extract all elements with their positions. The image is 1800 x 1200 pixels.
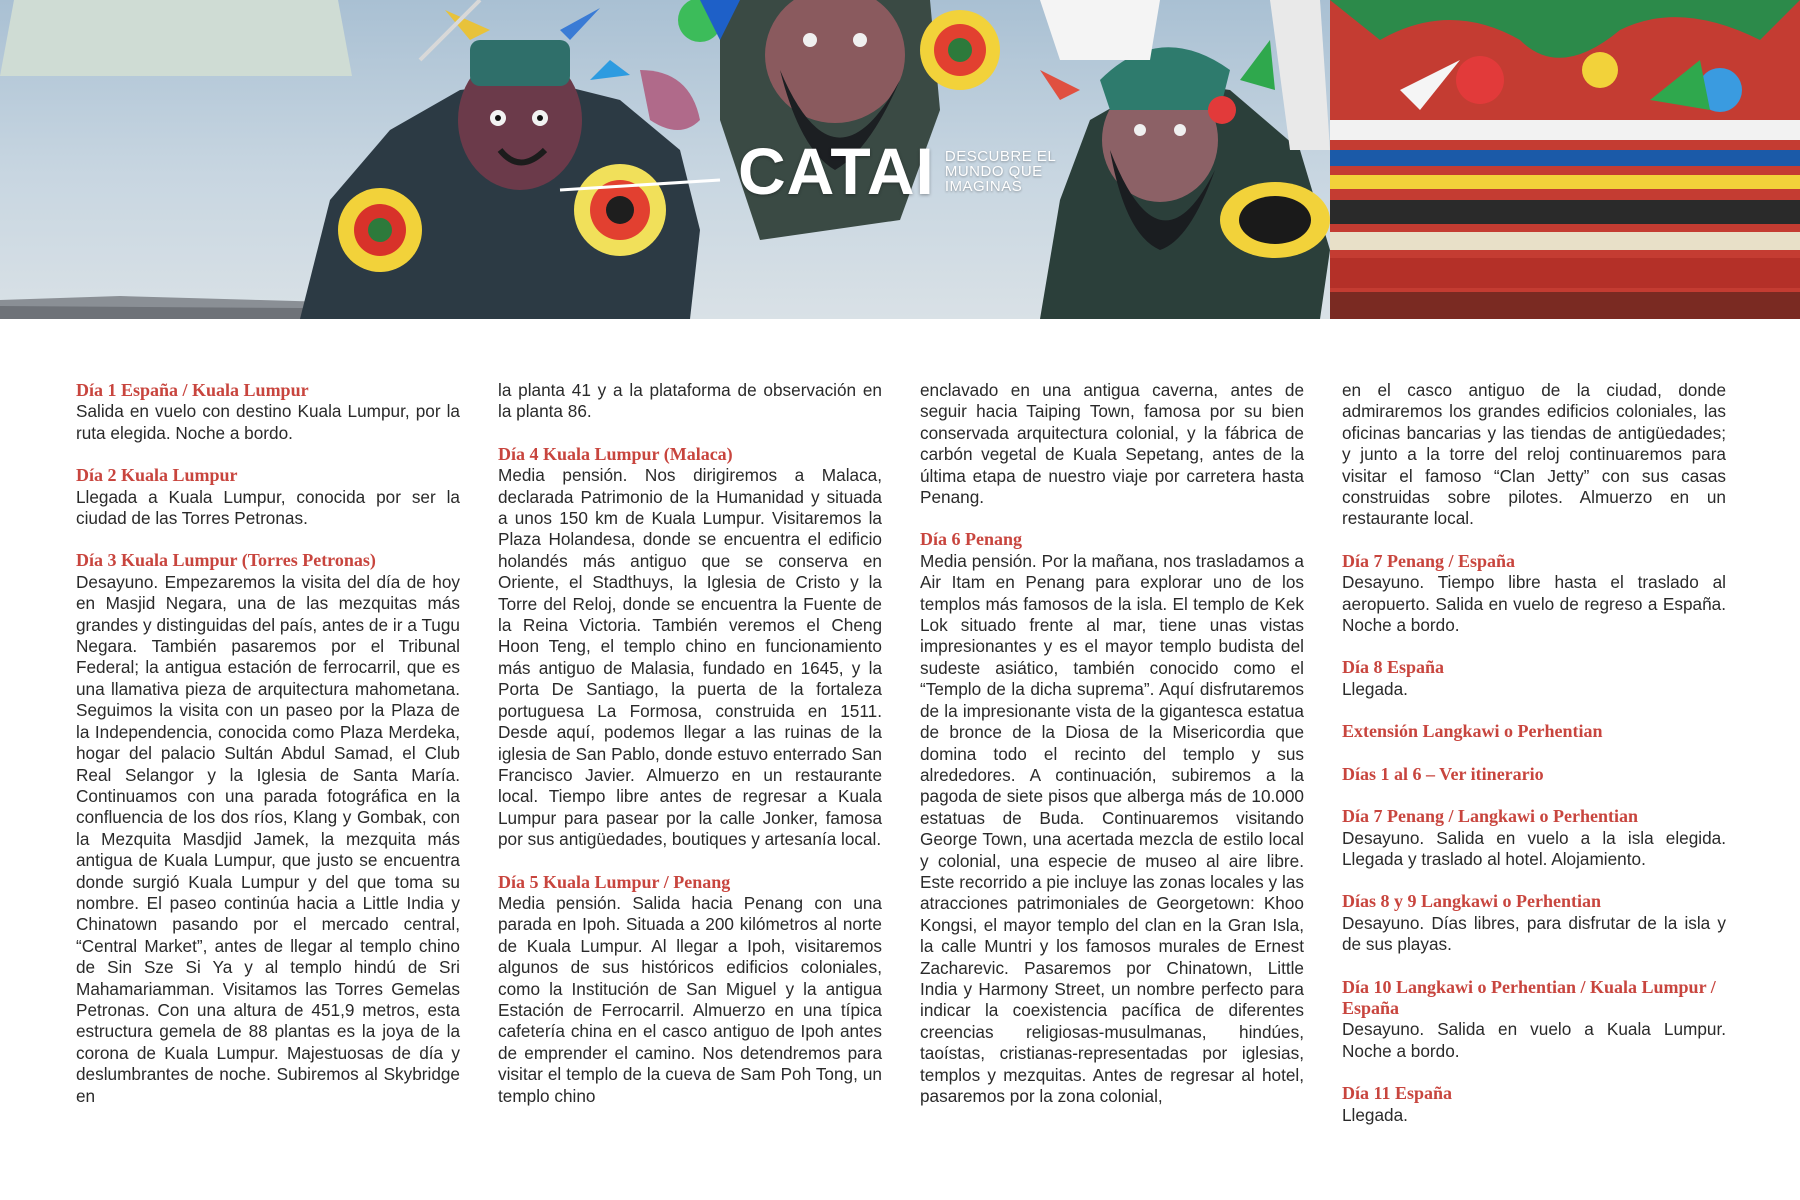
itinerary-day: [1342, 764, 1726, 785]
itinerary-day: [498, 872, 882, 1107]
tagline-line-2: MUNDO QUE: [944, 162, 1043, 180]
column-3: [920, 380, 1304, 1128]
day-text: Llegada.: [1342, 678, 1408, 699]
itinerary-day: [1342, 977, 1726, 1063]
column-2: [498, 380, 882, 1128]
day-text: Desayuno. Salida en vuelo a Kuala Lumpur. Noche a bordo.: [1342, 1019, 1726, 1061]
itinerary-day: [76, 380, 460, 444]
day-text: Salida en vuelo con destino Kuala Lumpur, por la ruta elegida. Noche a bordo.: [76, 401, 460, 443]
itinerary-day: [1342, 1083, 1726, 1126]
roof-ornaments: [1330, 0, 1800, 319]
day-heading: Día 7 Penang / Langkawi o Perhentian: [1342, 806, 1639, 827]
section-heading: Extensión Langkawi o Perhentian: [1342, 721, 1603, 742]
day-heading: Día 5 Kuala Lumpur / Penang: [498, 871, 731, 892]
day-text: Media pensión. Nos dirigiremos a Malaca, declarada Patrimonio de la Humanidad y situada a unos 150 km de Kuala Lumpur. Visitaremos la Plaza Holandesa, donde se encuentra el edificio holandés más antiguo que se conserva en Oriente, el Stadthuys, la Iglesia de Cristo y la Torre del Reloj, donde se encuentra la Fuente de la Reina Victoria. También veremos el Cheng Hoon Teng, el templo chino en funcionamiento más antiguo de Malasia, fundado en 1645, y la Porta De Santiago, la puerta de la fortaleza portuguesa La Formosa, construida en 1511. Desde aquí, podemos llegar a las ruinas de la iglesia de San Pablo, donde estuvo enterrado San Francisco Javier. Almuerzo en un restaurante local. Tiempo libre antes de regresar a Kuala Lumpur para pasear por la calle Jonker, famosa por sus antigüedades, boutiques y artesanía local.: [498, 465, 882, 850]
day-text: enclavado en una antigua caverna, antes de seguir hacia Taiping Town, famosa por su bien conservada arquitectura colonial, y la fábrica de carbón vegetal de Kuala Sepetang, antes de la última etapa de nuestro viaje por carretera hasta Penang.: [920, 380, 1304, 508]
itinerary-day: [76, 550, 460, 1107]
logo-tagline: [945, 149, 1056, 194]
day-heading: Día 7 Penang / España: [1342, 550, 1516, 571]
day-text: Llegada a Kuala Lumpur, conocida por ser la ciudad de las Torres Petronas.: [76, 486, 460, 529]
continued-text: [1342, 380, 1726, 530]
day-text: Desayuno. Días libres, para disfrutar de la isla y de sus playas.: [1342, 912, 1726, 955]
logo-wordmark: CATAI: [738, 134, 935, 208]
day-heading: Día 8 España: [1342, 657, 1445, 678]
day-heading: Día 4 Kuala Lumpur (Malaca): [498, 443, 733, 464]
column-1: [76, 380, 460, 1128]
day-text: Desayuno. Salida en vuelo a la isla elegida. Llegada y traslado al hotel. Alojamiento.: [1342, 827, 1726, 869]
header-tab-shape: [0, 0, 352, 76]
day-heading: Día 1 España / Kuala Lumpur: [76, 380, 309, 400]
continued-text: [498, 380, 882, 423]
day-text: Media pensión. Por la mañana, nos trasladamos a Air Itam en Penang para explorar uno de los templos más famosos de la isla. El templo de Kek Lok situado frente al mar, tiene unas vistas impresionantes y es el mayor templo budista del sudeste asiático, también conocido como el “Templo de la dicha suprema”. Aquí disfrutaremos de la impresionante vista de la gigantesca estatua de bronce de la Diosa de la Misericordia que domina todo el recinto del templo y sus alrededores. A continuación, subiremos a la pagoda de siete pisos que alberga más de 10.000 estatuas de Buda. Continuaremos visitando George Town, una acertada mezcla de estilo local y colonial, una especie de museo al aire libre. Este recorrido a pie incluye las zonas locales y las atracciones patrimoniales de Georgetown: Khoo Kongsi, el mayor templo del clan en la Gran Isla, la calle Muntri y los famosos murales de Ernest Zacharevic. Pasaremos por Chinatown, Little India y Harmony Street, un nombre perfecto para indicar la coexistencia pacífica de diferentes creencias religiosas-musulmanas, hindúes, taoístas, cristianas-representadas por iglesias, templos y mezquitas. Antes de regresar al hotel, pasaremos por la zona colonial,: [920, 550, 1304, 1106]
day-text: Desayuno. Tiempo libre hasta el traslado al aeropuerto. Salida en vuelo de regreso a España. Noche a bordo.: [1342, 572, 1726, 636]
day-text: Media pensión. Salida hacia Penang con una parada en Ipoh. Situada a 200 kilómetros al norte de Kuala Lumpur. Al llegar a Ipoh, visitaremos algunos de sus históricos edificios coloniales, como la Institución de San Miguel y la antigua Estación de Ferrocarril. Almuerzo en una típica cafetería china en el casco antiguo de Ipoh antes de emprender el camino. Nos detendremos para visitar el templo de la cueva de Sam Poh Tong, un templo chino: [498, 892, 882, 1106]
day-heading: Día 11 España: [1342, 1083, 1453, 1104]
day-heading: Días 1 al 6 – Ver itinerario: [1342, 763, 1544, 784]
itinerary-day: [498, 444, 882, 851]
tagline-line-1: DESCUBRE EL: [944, 147, 1057, 165]
itinerary-day: [1342, 657, 1726, 700]
day-heading: Día 2 Kuala Lumpur: [76, 465, 238, 486]
column-4: [1342, 380, 1726, 1147]
itinerary-day: [920, 529, 1304, 1107]
day-heading: Días 8 y 9 Langkawi o Perhentian: [1342, 891, 1602, 912]
catai-logo: [738, 134, 1057, 208]
hero-banner: [0, 0, 1800, 319]
day-text: Llegada.: [1342, 1104, 1408, 1125]
itinerary-day: [76, 465, 460, 529]
day-text: Desayuno. Empezaremos la visita del día de hoy en Masjid Negara, una de las mezquitas más grandes y distinguidas del país, antes de ir a Tugu Negara. También pasaremos por el Tribunal Federal; la antigua estación de ferrocarril, que es una llamativa pieza de arquitectura mahometana. Seguimos la visita con un paseo por la Plaza de la Independencia, conocida como Plaza Merdeka, hogar del palacio Sultán Abdul Samad, el Club Real Selangor y la Iglesia de Santa María. Continuamos con una parada fotográfica en la confluencia de los dos ríos, Klang y Gombak, con la Mezquita Masdjid Jamek, la mezquita más antigua de Kuala Lumpur, que justo se encuentra donde surgió Kuala Lumpur y del que toma su nombre. El paseo continúa hacia a Little India y Chinatown pasando por el mercado central, “Central Market”, antes de llegar al templo chino de Sin Sze Si Ya y al templo hindú de Sri Mahamariamman. Visitamos las Torres Gemelas Petronas. Con una altura de 451,9 metros, esta estructura gemela de 88 plantas es la joya de la corona de Kuala Lumpur. Majestuosas de día y deslumbrantes de noche. Subiremos al Skybridge en: [76, 571, 460, 1106]
extension-heading: [1342, 721, 1726, 742]
day-heading: Día 3 Kuala Lumpur (Torres Petronas): [76, 550, 376, 571]
itinerary-columns: [76, 380, 1726, 1160]
tagline-line-3: IMAGINAS: [944, 177, 1023, 195]
left-guardian-figure: [300, 0, 720, 319]
day-heading: Día 6 Penang: [920, 529, 1023, 550]
day-text: en el casco antiguo de la ciudad, donde admiraremos los grandes edificios coloniales, las oficinas bancarias y las tiendas de antigüedades; y junto a la torre del reloj continuaremos para visitar el famoso “Clan Jetty” con sus casas construidas sobre pilotes. Almuerzo en un restaurante local.: [1342, 380, 1726, 529]
continued-text: [920, 380, 1304, 508]
itinerary-day: [1342, 551, 1726, 637]
day-heading: Día 10 Langkawi o Perhentian / Kuala Lumpur / España: [1342, 976, 1716, 1018]
itinerary-day: [1342, 891, 1726, 955]
day-text: la planta 41 y a la plataforma de observación en la planta 86.: [498, 380, 882, 422]
itinerary-day: [1342, 806, 1726, 870]
